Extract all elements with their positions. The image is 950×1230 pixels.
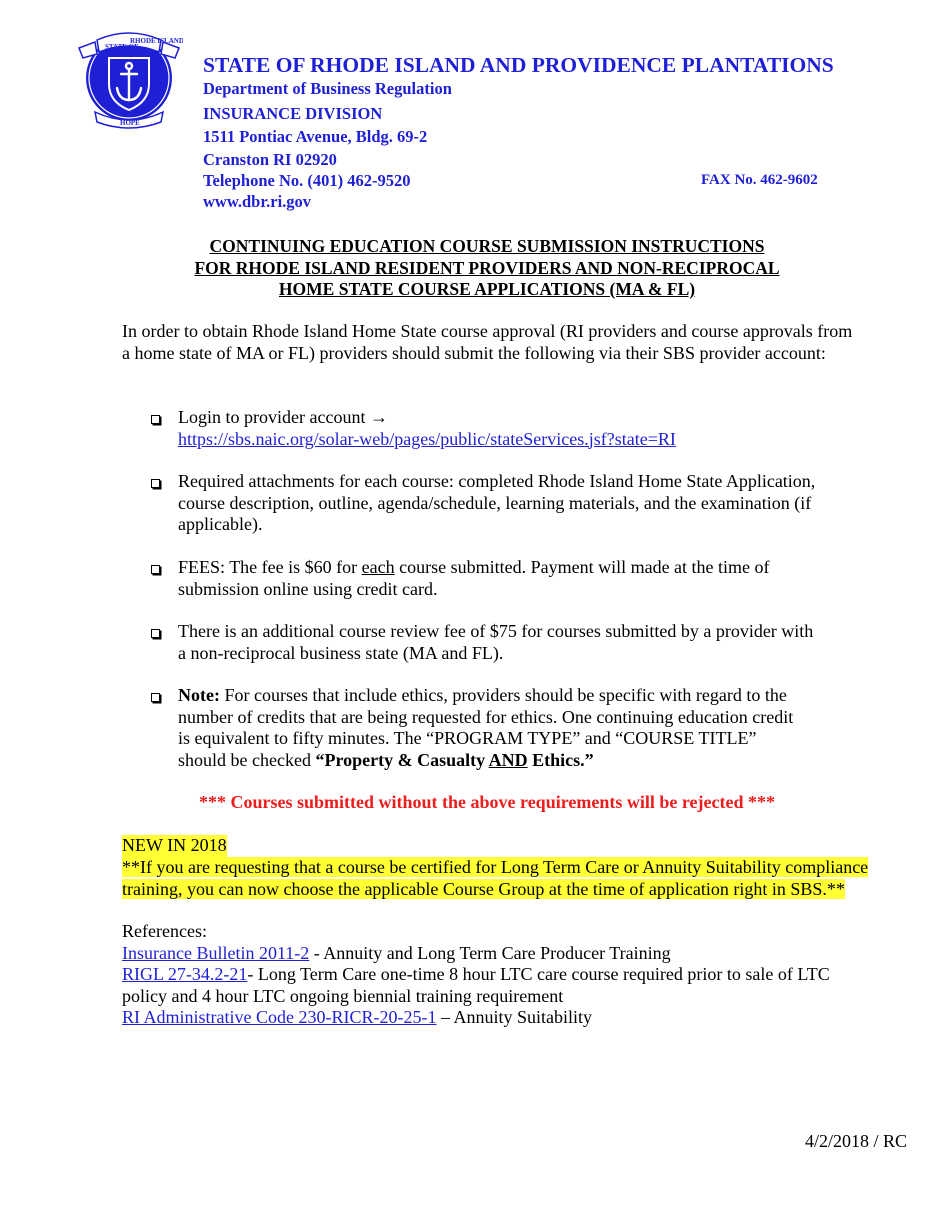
references-section <box>122 921 842 1029</box>
new-section-title: NEW IN 2018 <box>122 835 227 855</box>
sbs-provider-link[interactable]: https://sbs.naic.org/solar-web/pages/public/stateServices.jsf?state=RI <box>178 428 676 449</box>
reference-3-text: – Annuity Suitability <box>436 1007 592 1027</box>
fees-text-start: FEES: The fee is $60 for <box>178 557 362 577</box>
seal-text-ribbon: HOPE <box>120 119 140 127</box>
reference-item <box>122 1007 842 1029</box>
fees-each-emphasis: each <box>361 557 395 577</box>
document-title-line-2: FOR RHODE ISLAND RESIDENT PROVIDERS AND NON-RECIPROCAL <box>194 257 780 278</box>
ri-admin-code-link[interactable]: RI Administrative Code 230-RICR-20-25-1 <box>122 1007 437 1027</box>
insurance-bulletin-link[interactable]: Insurance Bulletin 2011-2 <box>122 942 310 963</box>
fax-number: FAX No. 462-9602 <box>701 172 818 188</box>
bullet-review-fee: There is an additional course review fee of $75 for courses submitted by a provider with a non-reciprocal business state (MA and FL). <box>178 621 814 663</box>
bullet-login <box>178 407 818 450</box>
rejection-warning: *** Courses submitted without the above requirements will be rejected *** <box>199 792 775 812</box>
address-line-1: 1511 Pontiac Avenue, Bldg. 69-2 <box>203 127 428 146</box>
seal-text-top: STATE OF <box>105 43 139 51</box>
reference-1-text: - Annuity and Long Term Care Producer Training <box>309 942 671 963</box>
checkbox-bullet-icon <box>151 565 160 574</box>
department-name: Department of Business Regulation <box>203 79 452 98</box>
rigl-link[interactable]: RIGL 27-34.2-21 <box>122 964 248 984</box>
checkbox-bullet-icon <box>151 629 160 638</box>
login-instruction: Login to provider account → <box>178 407 388 427</box>
footer-date-initials: 4/2/2018 / RC <box>804 1131 907 1151</box>
reference-item <box>122 964 842 1007</box>
state-seal-logo <box>75 28 183 130</box>
website-address: www.dbr.ri.gov <box>203 192 312 211</box>
checkbox-bullet-icon <box>151 479 160 488</box>
note-text: For courses that include ethics, providers should be specific with regard to the number of credits that are being requested for ethics. One continuing education credit is equivalent to fifty minutes. The “PROGRAM TYPE” and “COURSE TITLE” should be checked <box>178 685 794 770</box>
document-title <box>120 236 854 301</box>
bullet-fees <box>178 557 818 600</box>
seal-graphic <box>75 28 183 130</box>
new-section-body-wrap <box>122 857 912 900</box>
note-label: Note: <box>178 685 220 705</box>
telephone-number: Telephone No. (401) 462-9520 <box>203 171 411 190</box>
bullet-note <box>178 685 798 771</box>
checkbox-bullet-icon <box>151 693 160 702</box>
note-bold-start: “Property & Casualty <box>315 749 489 770</box>
document-title-line-1: CONTINUING EDUCATION COURSE SUBMISSION INSTRUCTIONS <box>209 236 765 256</box>
references-heading: References: <box>122 921 207 941</box>
intro-paragraph: In order to obtain Rhode Island Home State course approval (RI providers and course approvals from a home state of MA or FL) providers should submit the following via their SBS provider account: <box>122 321 853 363</box>
reference-item <box>122 943 842 965</box>
address-line-2: Cranston RI 02920 <box>203 150 337 169</box>
checkbox-bullet-icon <box>151 415 160 424</box>
bullet-attachments: Required attachments for each course: completed Rhode Island Home State Application, course description, outline, agenda/schedule, learning materials, and the examination (if applicable). <box>178 471 816 534</box>
note-and-emphasis: AND <box>488 749 528 770</box>
reference-2-text: - Long Term Care one-time 8 hour LTC care course required prior to sale of LTC policy and 4 hour LTC ongoing biennial training requirement <box>122 964 830 1006</box>
division-name: INSURANCE DIVISION <box>203 104 383 123</box>
new-section-body: **If you are requesting that a course be certified for Long Term Care or Annuity Suitability compliance training, you can now choose the applicable Course Group at the time of application right in SBS.** <box>122 857 869 899</box>
seal-text-top-right: RHODE ISLAND <box>130 37 183 45</box>
fees-text-end: course submitted. Payment will made at the time of submission online using credit card. <box>178 557 770 599</box>
note-bold-end: Ethics.” <box>527 749 594 770</box>
document-title-line-3: HOME STATE COURSE APPLICATIONS (MA & FL) <box>278 279 696 299</box>
agency-title: STATE OF RHODE ISLAND AND PROVIDENCE PLANTATIONS <box>203 53 834 77</box>
